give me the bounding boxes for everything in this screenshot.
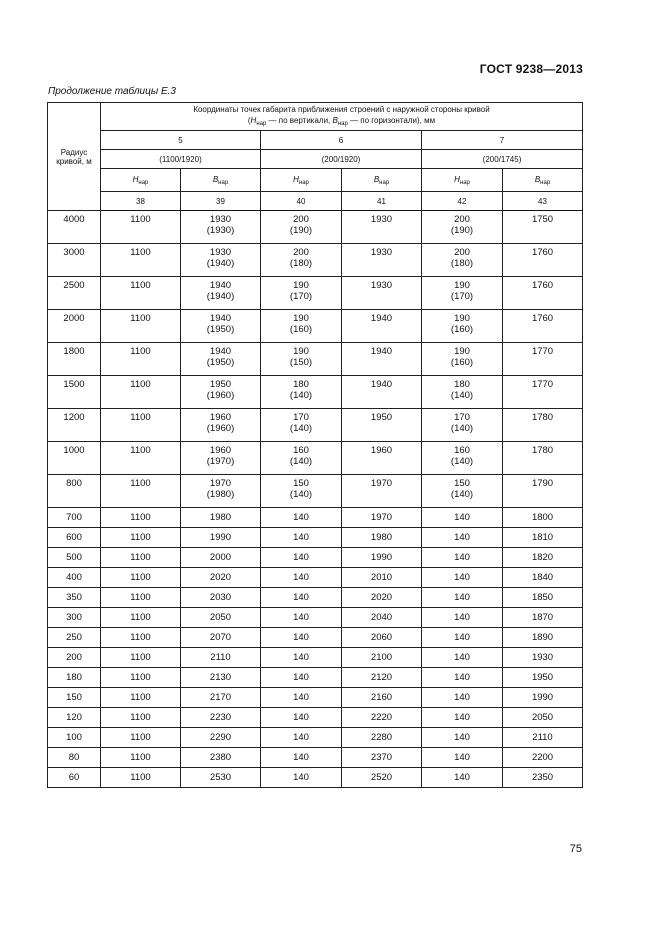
value-line: (150) [289, 357, 313, 368]
coords-header-vert: — по вертикали, [266, 115, 333, 125]
table-row [48, 409, 583, 442]
col-label-sub: нар [459, 179, 470, 186]
value-cell: 1100 [101, 568, 181, 588]
value-line: (140) [289, 423, 313, 434]
value-line: 1960 [209, 412, 232, 423]
value-cell: 1100 [101, 608, 181, 628]
value-line: 190 [454, 346, 470, 357]
value-line: (1960) [206, 423, 235, 434]
col-number: 42 [422, 192, 503, 211]
value-line: (170) [450, 291, 474, 302]
value-cell [181, 376, 261, 409]
value-line: (1950) [206, 324, 235, 335]
table-row [48, 608, 583, 628]
value-cell: 1770 [503, 376, 583, 409]
col-label-b [342, 169, 422, 192]
value-cell: 140 [422, 648, 503, 668]
value-cell [181, 310, 261, 343]
value-cell: 2060 [342, 628, 422, 648]
clearance-table [47, 102, 583, 788]
value-cell: 1790 [503, 475, 583, 508]
col-label-symbol: H [454, 174, 460, 184]
col-label-b [503, 169, 583, 192]
col-label-h [101, 169, 181, 192]
value-cell: 1980 [342, 528, 422, 548]
col-label-symbol: H [293, 174, 299, 184]
value-cell [181, 277, 261, 310]
table-row [48, 211, 583, 244]
radius-cell: 500 [48, 548, 101, 568]
table-row [48, 548, 583, 568]
value-line: (160) [450, 324, 474, 335]
value-cell: 2050 [181, 608, 261, 628]
value-cell: 140 [422, 748, 503, 768]
value-line: (140) [289, 456, 313, 467]
value-cell: 2040 [342, 608, 422, 628]
value-cell: 140 [261, 548, 342, 568]
value-cell [181, 343, 261, 376]
table-row [48, 310, 583, 343]
value-cell: 2170 [181, 688, 261, 708]
value-cell: 1930 [342, 277, 422, 310]
value-cell: 140 [422, 728, 503, 748]
table-row [48, 748, 583, 768]
radius-cell: 120 [48, 708, 101, 728]
value-line: 180 [454, 379, 470, 390]
value-cell [422, 442, 503, 475]
value-cell [422, 211, 503, 244]
value-cell: 2100 [342, 648, 422, 668]
value-cell: 2030 [181, 588, 261, 608]
value-line: 190 [293, 280, 309, 291]
col-number: 38 [101, 192, 181, 211]
col-label-b [181, 169, 261, 192]
value-cell: 1950 [503, 668, 583, 688]
col-label-h [261, 169, 342, 192]
value-line: 190 [454, 313, 470, 324]
value-line: (160) [450, 357, 474, 368]
value-cell [261, 475, 342, 508]
col-label-symbol: B [212, 174, 219, 184]
value-line: 1940 [209, 280, 232, 291]
value-cell [422, 310, 503, 343]
value-cell: 1750 [503, 211, 583, 244]
value-cell: 1100 [101, 211, 181, 244]
value-cell: 140 [422, 668, 503, 688]
value-line: 200 [293, 247, 309, 258]
radius-cell: 3000 [48, 244, 101, 277]
value-line: (1930) [206, 225, 235, 236]
value-cell [422, 409, 503, 442]
table-row [48, 728, 583, 748]
value-cell: 1100 [101, 688, 181, 708]
group-dims: (200/1745) [422, 150, 583, 169]
value-cell: 2160 [342, 688, 422, 708]
radius-cell: 80 [48, 748, 101, 768]
value-cell: 2130 [181, 668, 261, 688]
value-cell: 140 [422, 588, 503, 608]
value-line: 180 [293, 379, 309, 390]
table-body [48, 211, 583, 788]
value-cell: 140 [422, 708, 503, 728]
value-cell: 1930 [342, 211, 422, 244]
value-cell: 2000 [181, 548, 261, 568]
radius-cell: 600 [48, 528, 101, 548]
radius-cell: 250 [48, 628, 101, 648]
value-cell: 140 [261, 528, 342, 548]
value-line: (1950) [206, 357, 235, 368]
page-number: 75 [569, 843, 582, 855]
radius-cell: 400 [48, 568, 101, 588]
table-row [48, 588, 583, 608]
value-cell: 1760 [503, 277, 583, 310]
value-cell: 1100 [101, 376, 181, 409]
value-cell: 1100 [101, 442, 181, 475]
b-subscript: нар [337, 120, 348, 127]
radius-cell: 2500 [48, 277, 101, 310]
value-cell: 140 [422, 528, 503, 548]
coords-header-horz: — по горизонтали), мм [347, 115, 436, 125]
table-row [48, 244, 583, 277]
value-line: (190) [289, 225, 313, 236]
value-cell: 1100 [101, 244, 181, 277]
value-line: (140) [289, 489, 313, 500]
value-cell: 1100 [101, 475, 181, 508]
value-line: 160 [454, 445, 470, 456]
value-cell [261, 211, 342, 244]
value-cell: 140 [422, 508, 503, 528]
value-cell: 1940 [342, 376, 422, 409]
radius-header: Радиус кривой, м [48, 103, 101, 211]
value-line: 160 [293, 445, 309, 456]
value-line: (180) [450, 258, 474, 269]
coords-header [101, 103, 583, 131]
value-cell: 1100 [101, 528, 181, 548]
value-line: 1930 [209, 247, 232, 258]
value-cell: 1760 [503, 310, 583, 343]
value-cell [261, 244, 342, 277]
value-cell: 1100 [101, 548, 181, 568]
col-label-sub: нар [138, 179, 149, 186]
value-cell: 140 [261, 568, 342, 588]
value-line: (140) [450, 489, 474, 500]
value-cell: 140 [261, 708, 342, 728]
value-cell [422, 277, 503, 310]
table-row [48, 343, 583, 376]
value-cell [422, 343, 503, 376]
value-line: 1930 [209, 214, 232, 225]
value-cell: 2520 [342, 768, 422, 788]
value-cell: 1780 [503, 442, 583, 475]
table-row [48, 568, 583, 588]
value-cell: 140 [261, 748, 342, 768]
h-subscript: нар [256, 120, 267, 127]
value-cell: 1100 [101, 768, 181, 788]
value-cell: 2380 [181, 748, 261, 768]
value-cell [181, 244, 261, 277]
radius-cell: 100 [48, 728, 101, 748]
coords-header-line1: Координаты точек габарита приближения строений с наружной стороны кривой [193, 104, 490, 114]
value-cell: 140 [261, 668, 342, 688]
value-line: 200 [454, 247, 470, 258]
value-cell: 1100 [101, 648, 181, 668]
radius-cell: 700 [48, 508, 101, 528]
col-number: 39 [181, 192, 261, 211]
col-label-symbol: B [534, 174, 541, 184]
value-cell [422, 475, 503, 508]
value-cell: 140 [261, 648, 342, 668]
value-cell: 1840 [503, 568, 583, 588]
value-cell: 1780 [503, 409, 583, 442]
radius-cell: 200 [48, 648, 101, 668]
group-dims: (1100/1920) [101, 150, 261, 169]
value-cell: 140 [261, 688, 342, 708]
value-line: 190 [454, 280, 470, 291]
value-cell [261, 442, 342, 475]
value-cell: 2530 [181, 768, 261, 788]
value-cell: 2370 [342, 748, 422, 768]
col-label-sub: нар [379, 179, 390, 186]
value-cell: 1990 [342, 548, 422, 568]
value-cell: 1810 [503, 528, 583, 548]
table-row [48, 708, 583, 728]
table-row [48, 688, 583, 708]
value-cell: 140 [422, 568, 503, 588]
col-number: 40 [261, 192, 342, 211]
value-cell: 1870 [503, 608, 583, 628]
value-cell: 140 [422, 688, 503, 708]
value-cell: 1890 [503, 628, 583, 648]
value-cell [181, 211, 261, 244]
group-number: 6 [261, 131, 422, 150]
col-label-symbol: H [132, 174, 139, 184]
value-cell: 1100 [101, 508, 181, 528]
value-cell: 2020 [342, 588, 422, 608]
value-cell [261, 310, 342, 343]
radius-cell: 60 [48, 768, 101, 788]
value-cell [261, 376, 342, 409]
value-cell: 1100 [101, 728, 181, 748]
col-label-symbol: B [373, 174, 380, 184]
value-cell: 2280 [342, 728, 422, 748]
table-row [48, 668, 583, 688]
value-cell: 1100 [101, 277, 181, 310]
value-line: 1940 [209, 346, 232, 357]
radius-cell: 4000 [48, 211, 101, 244]
table-caption: Продолжение таблицы Е.3 [48, 86, 176, 97]
value-line: 190 [293, 313, 309, 324]
value-cell [261, 277, 342, 310]
b-symbol: B [332, 115, 338, 125]
value-line: (160) [289, 324, 313, 335]
value-line: (1940) [206, 258, 235, 269]
value-cell: 140 [261, 628, 342, 648]
radius-cell: 1500 [48, 376, 101, 409]
radius-cell: 300 [48, 608, 101, 628]
radius-cell: 2000 [48, 310, 101, 343]
value-line: (190) [450, 225, 474, 236]
value-cell: 2070 [181, 628, 261, 648]
value-cell: 140 [261, 728, 342, 748]
value-line: 190 [293, 346, 309, 357]
value-line: (140) [450, 423, 474, 434]
value-cell: 1980 [181, 508, 261, 528]
value-cell: 2010 [342, 568, 422, 588]
h-symbol: H [250, 115, 257, 125]
value-cell: 1930 [503, 648, 583, 668]
value-line: 1950 [209, 379, 232, 390]
col-label-sub: нар [298, 179, 309, 186]
value-cell: 140 [422, 628, 503, 648]
radius-cell: 350 [48, 588, 101, 608]
value-cell: 1100 [101, 628, 181, 648]
value-line: (1980) [206, 489, 235, 500]
value-cell: 1100 [101, 708, 181, 728]
value-cell: 2350 [503, 768, 583, 788]
value-cell: 1850 [503, 588, 583, 608]
value-cell: 1930 [342, 244, 422, 277]
value-line: 150 [293, 478, 309, 489]
table-row [48, 528, 583, 548]
value-line: 200 [454, 214, 470, 225]
radius-cell: 1200 [48, 409, 101, 442]
table-row [48, 628, 583, 648]
value-cell: 2050 [503, 708, 583, 728]
value-cell [422, 244, 503, 277]
value-cell: 140 [261, 508, 342, 528]
col-number: 43 [503, 192, 583, 211]
value-line: (1940) [206, 291, 235, 302]
value-line: (140) [450, 390, 474, 401]
value-cell: 1100 [101, 748, 181, 768]
value-cell [261, 343, 342, 376]
value-line: 170 [454, 412, 470, 423]
value-line: (180) [289, 258, 313, 269]
value-cell: 1100 [101, 310, 181, 343]
value-cell: 1770 [503, 343, 583, 376]
value-cell: 2230 [181, 708, 261, 728]
value-cell: 1990 [181, 528, 261, 548]
value-cell: 2110 [503, 728, 583, 748]
value-cell: 140 [261, 768, 342, 788]
group-number: 7 [422, 131, 583, 150]
col-label-sub: нар [540, 179, 551, 186]
value-cell [181, 442, 261, 475]
value-line: (140) [450, 456, 474, 467]
col-number: 41 [342, 192, 422, 211]
value-cell: 140 [261, 588, 342, 608]
value-cell [181, 475, 261, 508]
radius-cell: 1000 [48, 442, 101, 475]
value-cell: 2120 [342, 668, 422, 688]
value-cell: 1760 [503, 244, 583, 277]
coords-header-open: ( [247, 115, 251, 125]
value-line: (170) [289, 291, 313, 302]
value-line: 170 [293, 412, 309, 423]
standard-number: ГОСТ 9238—2013 [479, 62, 583, 76]
radius-cell: 150 [48, 688, 101, 708]
value-cell [422, 376, 503, 409]
value-cell: 1950 [342, 409, 422, 442]
table-row [48, 475, 583, 508]
table-row [48, 508, 583, 528]
table-row [48, 376, 583, 409]
value-line: 150 [454, 478, 470, 489]
value-line: 200 [293, 214, 309, 225]
group-number: 5 [101, 131, 261, 150]
value-cell: 140 [422, 768, 503, 788]
value-cell: 1100 [101, 343, 181, 376]
value-line: (1960) [206, 390, 235, 401]
value-line: 1940 [209, 313, 232, 324]
value-cell [261, 409, 342, 442]
value-cell: 1990 [503, 688, 583, 708]
value-line: 1970 [209, 478, 232, 489]
value-cell: 1960 [342, 442, 422, 475]
value-cell: 1940 [342, 310, 422, 343]
value-cell: 1970 [342, 475, 422, 508]
col-label-sub: нар [218, 179, 229, 186]
value-cell: 2220 [342, 708, 422, 728]
value-cell [181, 409, 261, 442]
table-row [48, 768, 583, 788]
value-cell: 1100 [101, 668, 181, 688]
value-line: (140) [289, 390, 313, 401]
value-cell: 2110 [181, 648, 261, 668]
group-dims: (200/1920) [261, 150, 422, 169]
value-cell: 2290 [181, 728, 261, 748]
table-row [48, 277, 583, 310]
value-cell: 140 [261, 608, 342, 628]
value-cell: 140 [422, 548, 503, 568]
radius-cell: 180 [48, 668, 101, 688]
value-cell: 1820 [503, 548, 583, 568]
value-cell: 2200 [503, 748, 583, 768]
value-cell: 1100 [101, 588, 181, 608]
value-line: (1970) [206, 456, 235, 467]
table-row [48, 648, 583, 668]
col-label-h [422, 169, 503, 192]
value-cell: 1100 [101, 409, 181, 442]
value-cell: 1800 [503, 508, 583, 528]
radius-cell: 1800 [48, 343, 101, 376]
radius-cell: 800 [48, 475, 101, 508]
table-row [48, 442, 583, 475]
value-cell: 1940 [342, 343, 422, 376]
value-line: 1960 [209, 445, 232, 456]
value-cell: 140 [422, 608, 503, 628]
value-cell: 1970 [342, 508, 422, 528]
value-cell: 2020 [181, 568, 261, 588]
